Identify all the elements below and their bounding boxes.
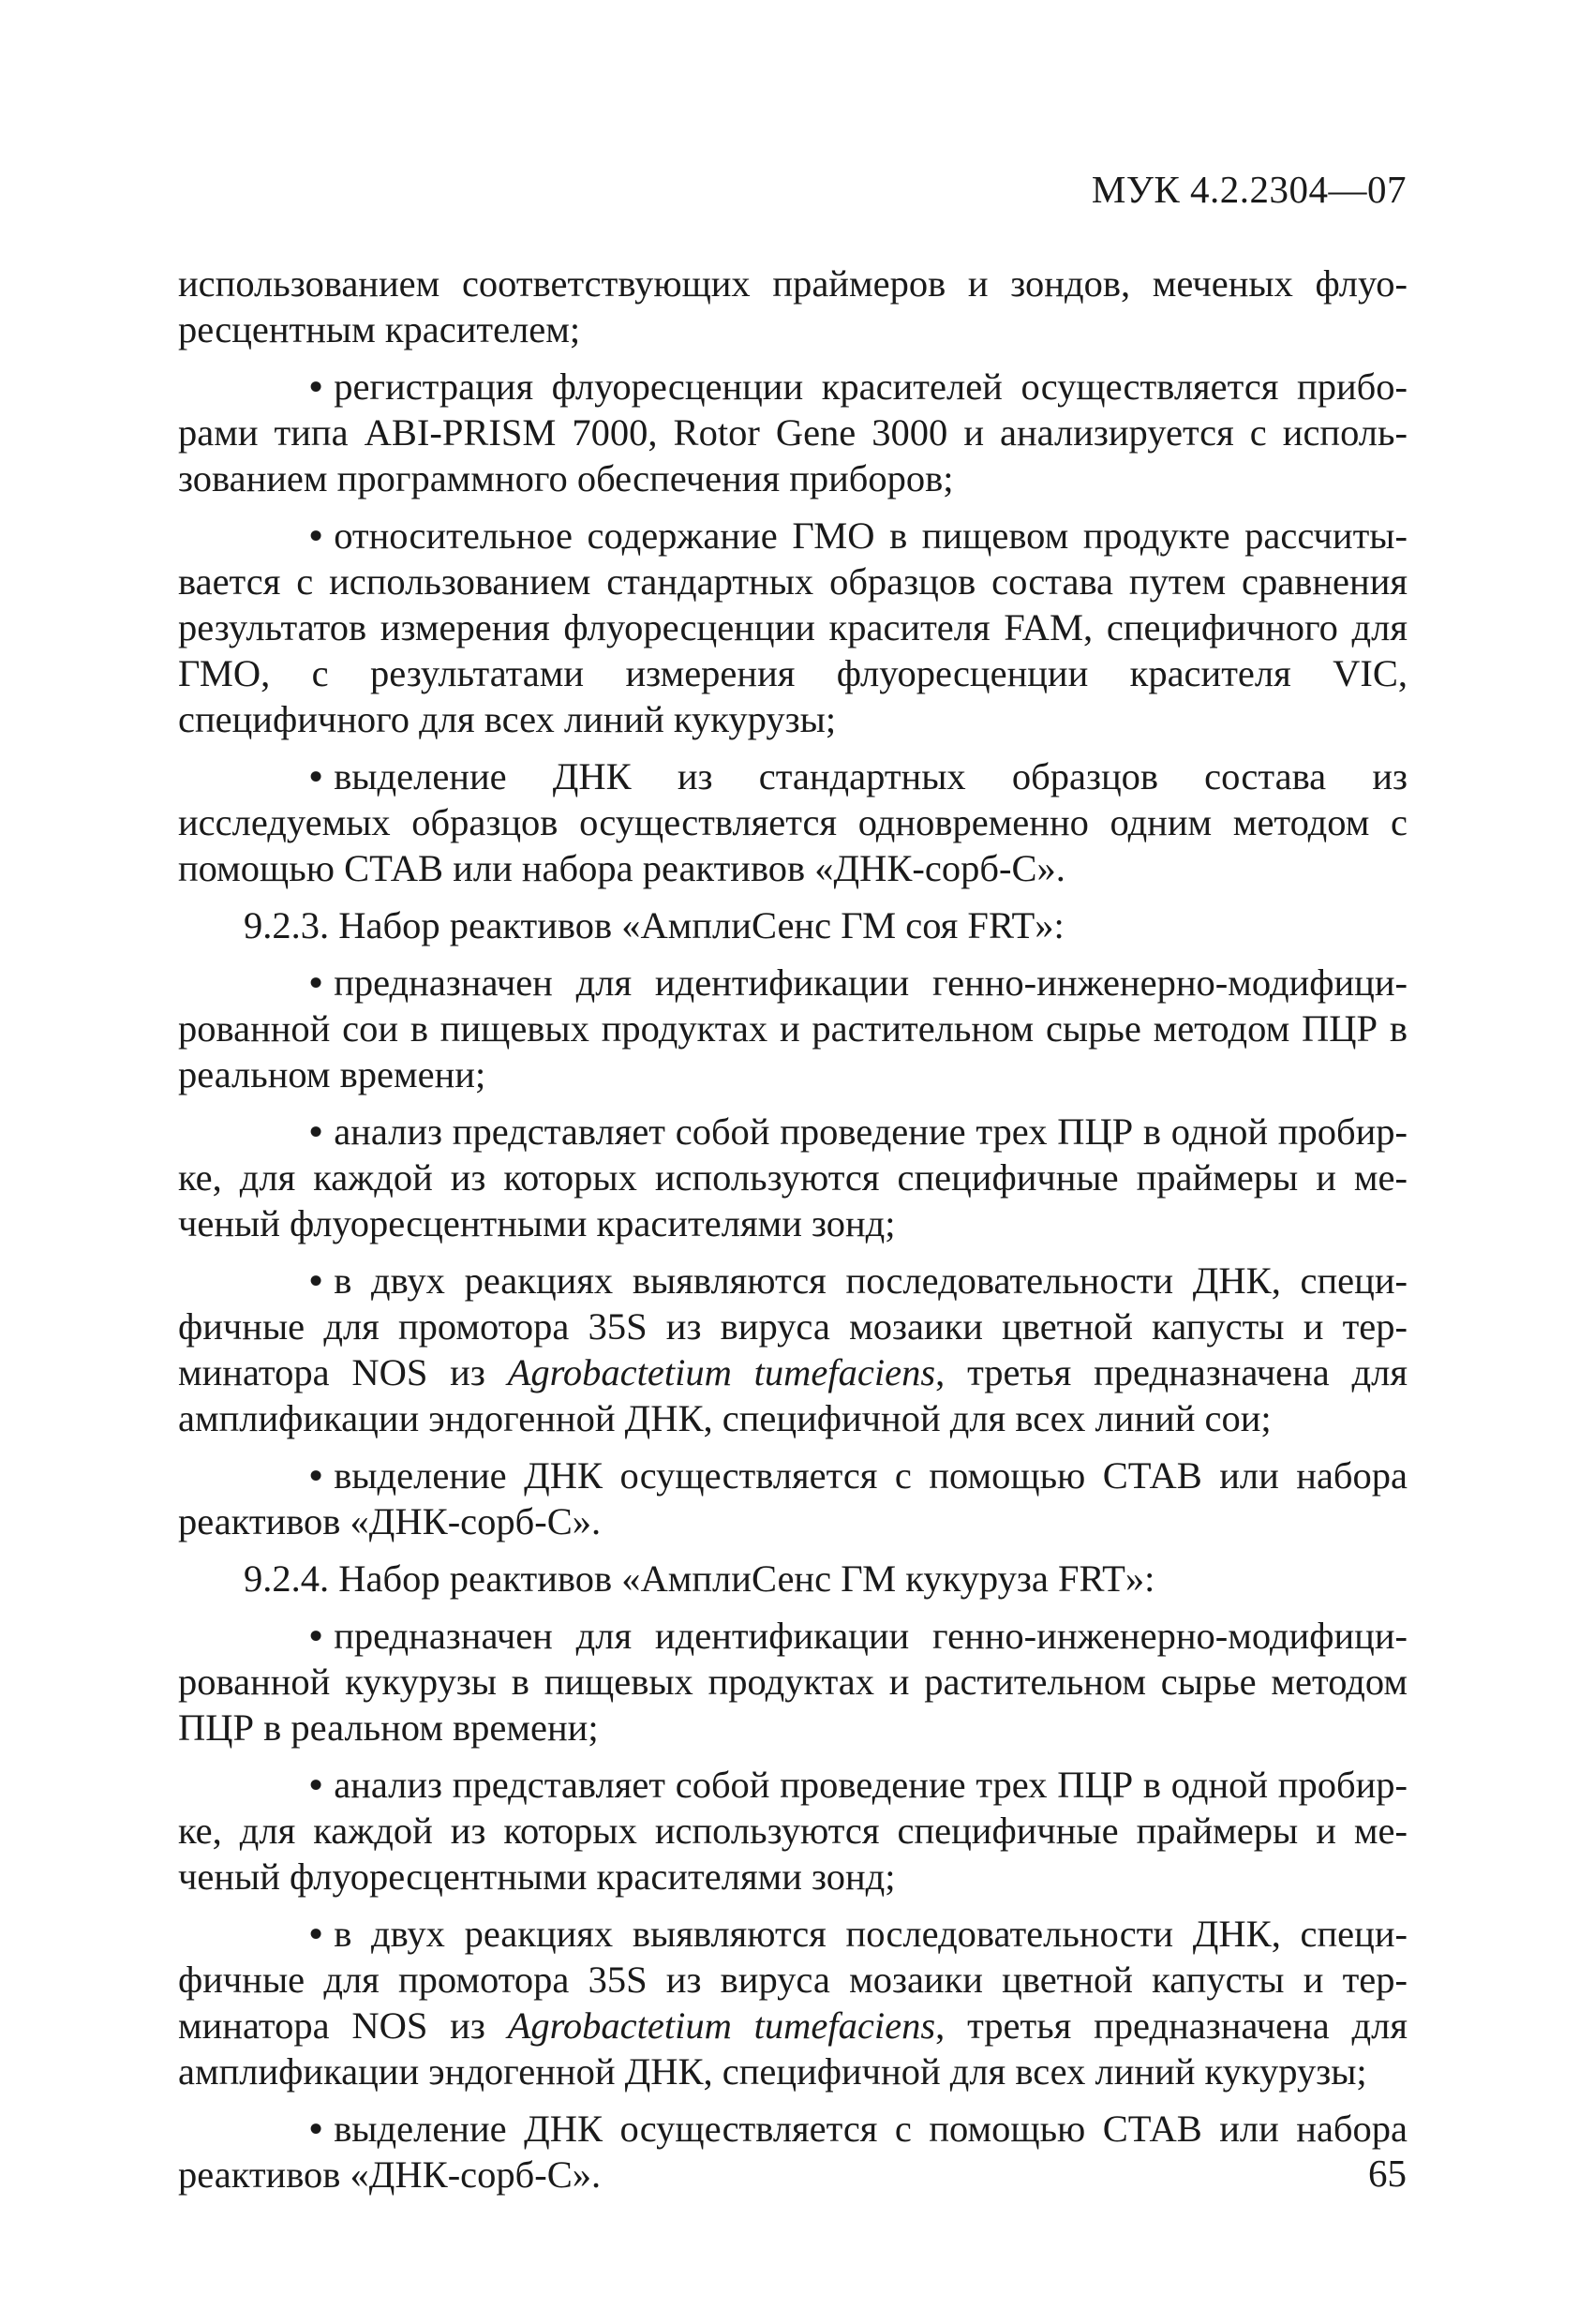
list-item-corn-analysis (178, 1762, 1408, 1899)
list-item-text: , третья предназначена для амплификации эндогенной ДНК, специфичной для всех линий кукурузы; (178, 2004, 1408, 2093)
list-item-dna-extraction-standards (178, 753, 1408, 891)
list-item-text: предназначен для идентификации генно-инженерно-модифицированной сои в пищевых продуктах и растительном сырье методом ПЦР в реальном времени; (178, 961, 1408, 1095)
list-item-corn-dna-extraction (178, 2106, 1408, 2197)
bullet-marker: • (309, 1615, 323, 1657)
list-item-text: , третья предназначена для амплификации эндогенной ДНК, специфичной для всех линий сои; (178, 1351, 1408, 1439)
list-item-text: регистрация флуоресценции красителей осуществляется приборами типа ABI-PRISM 7000, Rotor Gene 3000 и анализируется с использованием программного обеспечения приборов; (178, 365, 1408, 499)
list-item-text: выделение ДНК из стандартных образцов состава из исследуемых образцов осуществляется одновременно одним методом с помощью СТАВ или набора реактивов «ДНК-сорб-С». (178, 755, 1408, 889)
bullet-marker: • (309, 2108, 323, 2150)
list-item-fluorescence-registration (178, 364, 1408, 501)
bullet-marker: • (309, 1764, 323, 1806)
list-item-text: относительное содержание ГМО в пищевом продукте рассчитывается с использованием стандартных образцов состава путем сравнения результатов измерения флуоресценции красителя FAM, специфичного для ГМО, с результатами измерения флуоресценции красителя VIC, специфичного для всех линий кукурузы; (178, 514, 1408, 740)
continuation-paragraph: использованием соответствующих праймеров и зондов, меченых флуоресцентным красителем; (178, 262, 1408, 350)
bullet-marker: • (309, 1913, 323, 1955)
bullet-marker: • (309, 755, 323, 797)
page-number: 65 (1368, 2152, 1407, 2195)
page-body (178, 261, 1408, 2197)
list-item-text: анализ представляет собой проведение трех ПЦР в одной пробирке, для каждой из которых используются специфичные праймеры и меченый флуоресцентными красителями зонд; (178, 1764, 1408, 1898)
list-item-soy-analysis (178, 1109, 1408, 1246)
species-name-italic: Agrobactetium tumefaciens (507, 1351, 936, 1393)
list-item-soy-purpose (178, 960, 1408, 1097)
bullet-marker: • (309, 365, 323, 408)
bullet-marker: • (309, 961, 323, 1004)
bullet-marker: • (309, 1110, 323, 1153)
bullet-marker: • (309, 1454, 323, 1497)
list-item-gmo-relative-content (178, 513, 1408, 742)
list-item-corn-purpose (178, 1613, 1408, 1750)
list-item-text: анализ представляет собой проведение трех ПЦР в одной пробирке, для каждой из которых используются специфичные праймеры и меченый флуоресцентными красителями зонд; (178, 1110, 1408, 1244)
list-item-text: в двух реакциях выявляются последовательности ДНК, специфичные для промотора 35S из вируса мозаики цветной капусты и терминатора NOS из (178, 1913, 1408, 2047)
list-item-corn-reactions (178, 1911, 1408, 2094)
list-item-soy-reactions (178, 1258, 1408, 1441)
running-header-document-code: МУК 4.2.2304—07 (1091, 168, 1407, 211)
bullet-marker: • (309, 1259, 323, 1302)
section-heading-9-2-4: 9.2.4. Набор реактивов «АмплиСенс ГМ кукуруза FRT»: (244, 1557, 1155, 1600)
species-name-italic: Agrobactetium tumefaciens (507, 2004, 936, 2047)
list-item-text: выделение ДНК осуществляется с помощью СТАВ или набора реактивов «ДНК-сорб-С». (178, 2108, 1408, 2196)
list-item-text: выделение ДНК осуществляется с помощью СТАВ или набора реактивов «ДНК-сорб-С». (178, 1454, 1408, 1542)
list-item-text: в двух реакциях выявляются последовательности ДНК, специфичные для промотора 35S из вируса мозаики цветной капусты и терминатора NOS из (178, 1259, 1408, 1393)
bullet-marker: • (309, 514, 323, 557)
list-item-text: предназначен для идентификации генно-инженерно-модифицированной кукурузы в пищевых продуктах и растительном сырье методом ПЦР в реальном времени; (178, 1615, 1408, 1749)
list-item-soy-dna-extraction (178, 1452, 1408, 1544)
section-heading-9-2-3: 9.2.3. Набор реактивов «АмплиСенс ГМ соя FRT»: (244, 904, 1065, 946)
